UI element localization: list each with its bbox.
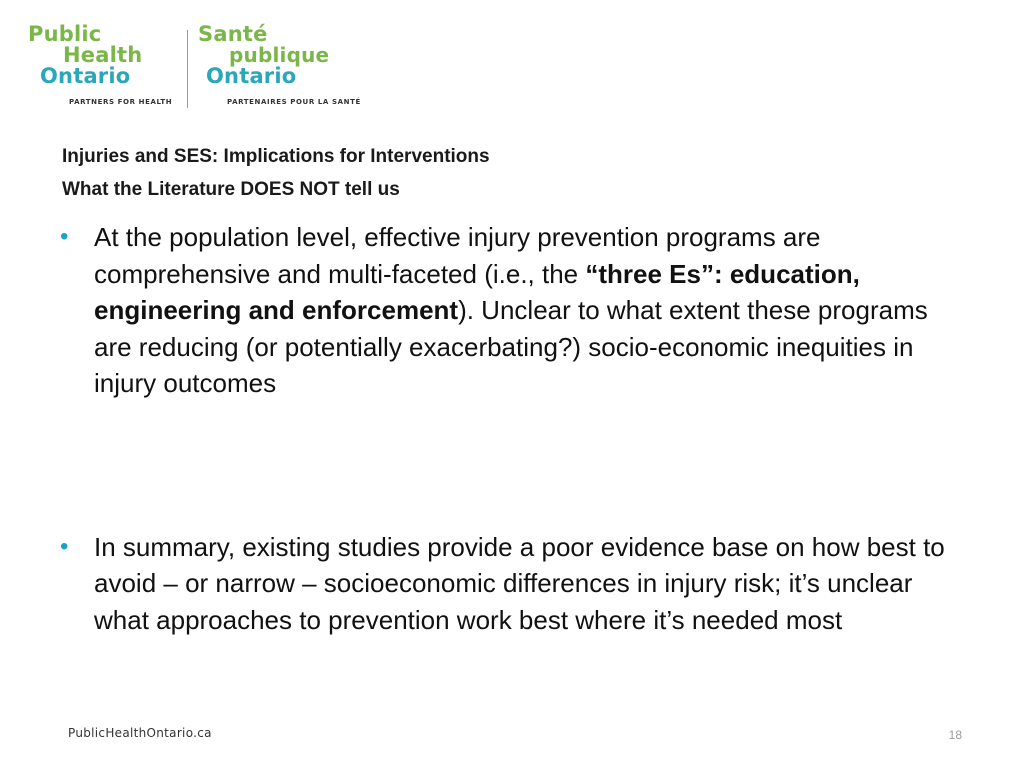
bullet-text-part2: ). Unclear to what extent these programs are reducing (or potentially exacerbating?) socio-economic inequities in injury outcomes: [94, 295, 928, 398]
logo-en-line1: Public: [28, 22, 102, 46]
bullet-item-population-level: [60, 219, 960, 402]
bullet-list: [60, 219, 960, 638]
logo-divider: [187, 30, 188, 108]
footer-website: PublicHealthOntario.ca: [68, 726, 212, 740]
page-number: 18: [948, 728, 962, 742]
slide-title: [62, 139, 490, 205]
logo-fr-line3: Ontario: [206, 64, 297, 88]
bullet-icon: •: [60, 532, 69, 560]
logo-fr-line1: Santé: [198, 22, 268, 46]
bullet-icon: •: [60, 223, 69, 250]
public-health-ontario-logo: [28, 24, 368, 114]
logo-english: [28, 22, 178, 106]
bullet-text-part1: At the population level, effective injury prevention programs are comprehensive and multi-faceted (i.e., the: [94, 222, 821, 289]
slide-title-line2: What the Literature DOES NOT tell us: [62, 179, 400, 200]
logo-en-line2: Health: [63, 43, 143, 67]
bullet-text-bold: “three Es”: education, engineering and enforcement: [94, 258, 860, 325]
logo-en-line3: Ontario: [40, 64, 131, 88]
logo-fr-tagline: PARTENAIRES POUR LA SANTÉ: [227, 98, 361, 106]
bullet-item-summary: [60, 529, 960, 639]
logo-fr-line2: publique: [229, 43, 330, 67]
logo-en-tagline: PARTNERS FOR HEALTH: [69, 98, 173, 106]
slide-title-line1: Injuries and SES: Implications for Interventions: [62, 146, 490, 167]
bullet-text: In summary, existing studies provide a poor evidence base on how best to avoid – or narrow – socioeconomic differences in injury risk; it’s unclear what approaches to prevention work best where it’s needed most: [94, 531, 945, 635]
logo-french: [198, 22, 368, 106]
